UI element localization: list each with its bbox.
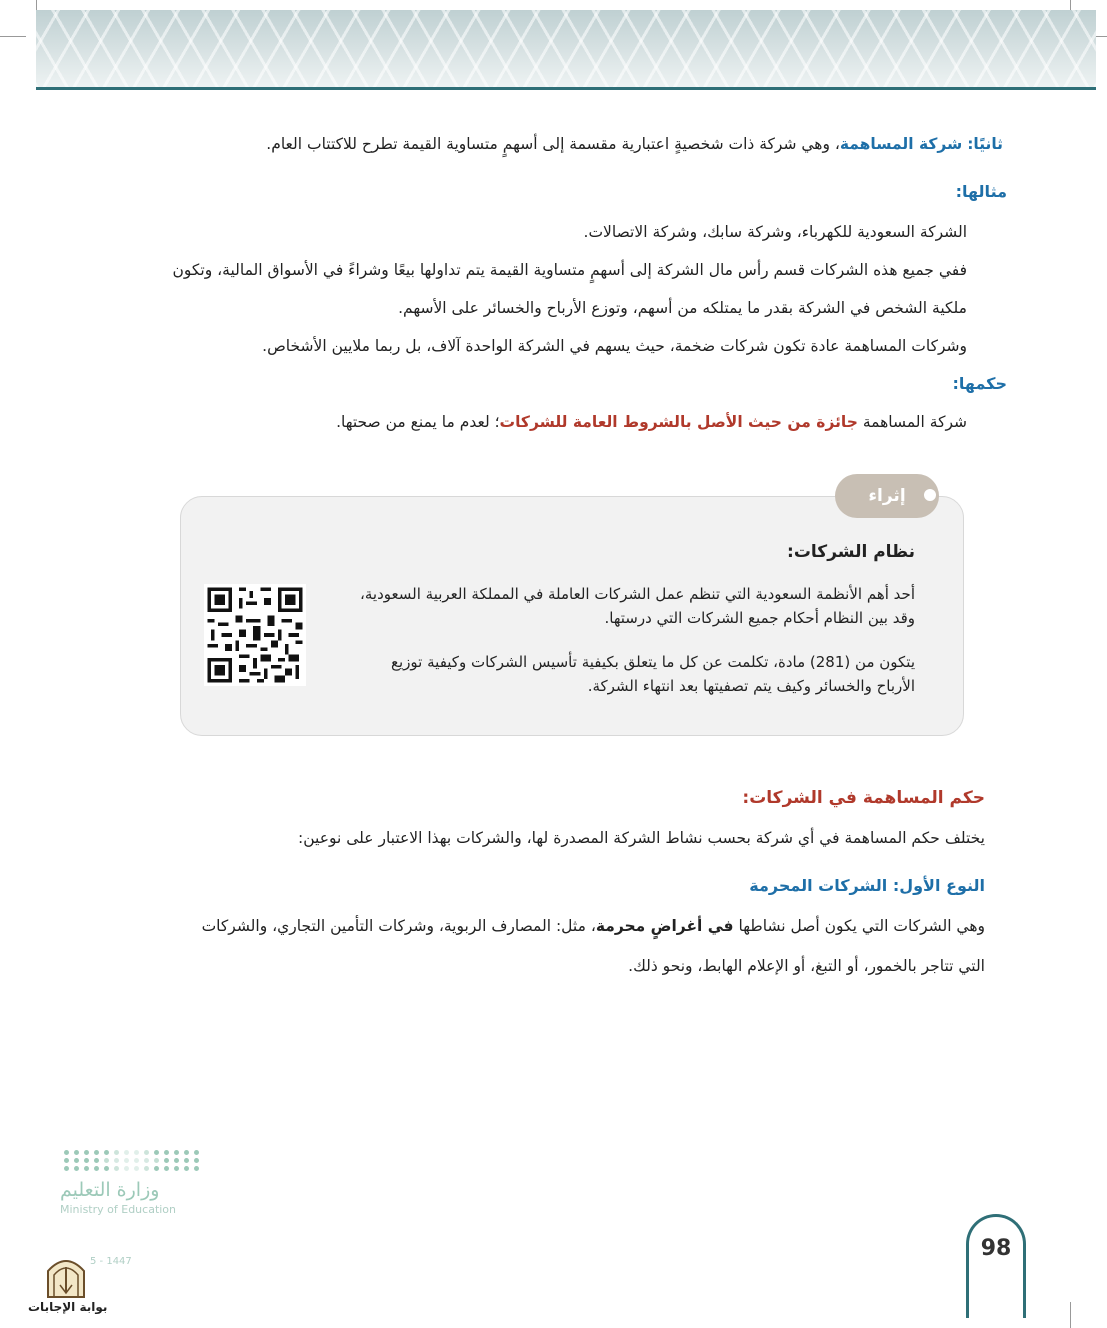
enrichment-title: نظام الشركات:	[787, 542, 915, 562]
site-name: بوابة الإجابات	[28, 1300, 108, 1314]
ministry-year: 5 - 1447	[90, 1256, 132, 1267]
type1-line	[202, 914, 985, 938]
header-banner	[36, 10, 1096, 88]
qr-code-icon[interactable]	[204, 584, 306, 686]
crop-mark	[0, 36, 26, 37]
enrichment-line: أحد أهم الأنظمة السعودية التي تنظم عمل الشركات العاملة في المملكة العربية السعودية،	[360, 585, 915, 603]
ruling-suffix: ؛ لعدم ما يمنع من صحتها.	[336, 413, 500, 431]
ruling-prefix: شركة المساهمة	[857, 413, 967, 431]
type1-suffix: ، مثل: المصارف الربوية، وشركات التأمين التجاري، والشركات	[201, 917, 596, 935]
example-line: وشركات المساهمة عادة تكون شركات ضخمة، حيث يسهم في الشركة الواحدة آلاف، بل ربما ملايين الأشخاص.	[262, 337, 967, 355]
site-logo-icon	[44, 1255, 88, 1299]
ruling-heading: حكمها:	[952, 374, 1007, 393]
type1-bold: في أغراضٍ محرمة	[595, 917, 734, 935]
ministry-logo	[60, 1150, 200, 1267]
contribution-heading: حكم المساهمة في الشركات:	[742, 788, 985, 808]
type1-line: التي تتاجر بالخمور، أو التبغ، أو الإعلام الهابط، ونحو ذلك.	[628, 957, 985, 975]
ruling-text	[336, 410, 967, 434]
enrichment-line: وقد بين النظام أحكام جميع الشركات التي درستها.	[604, 609, 915, 627]
section-term: شركة المساهمة	[839, 135, 963, 153]
example-line: ففي جميع هذه الشركات قسم رأس مال الشركة إلى أسهمٍ متساوية القيمة يتم تداولها بيعًا وشراءً في الأسواق المالية، وتكون	[172, 261, 967, 279]
tag-dot-icon	[922, 487, 938, 503]
ministry-name-ar: وزارة التعليم	[60, 1179, 160, 1201]
section-definition	[266, 132, 1003, 156]
examples-heading: مثالها:	[955, 182, 1007, 201]
ministry-name-en: Ministry of Education	[60, 1203, 177, 1216]
example-line: الشركة السعودية للكهرباء، وشركة سابك، وشركة الاتصالات.	[583, 223, 967, 241]
enrichment-line: الأرباح والخسائر وكيف يتم تصفيتها بعد انتهاء الشركة.	[587, 677, 915, 695]
type1-prefix: وهي الشركات التي يكون أصل نشاطها	[733, 917, 985, 935]
crop-mark	[1070, 1302, 1071, 1328]
page-number-tab	[966, 1214, 1026, 1318]
section-label: ثانيًا:	[967, 135, 1003, 153]
page-number: 98	[980, 1236, 1012, 1261]
ministry-dots-icon	[64, 1150, 200, 1171]
header-rule	[36, 87, 1096, 90]
section-definition-text: ، وهي شركة ذات شخصيةٍ اعتبارية مقسمة إلى أسهمٍ متساوية القيمة تطرح للاكتتاب العام.	[266, 135, 840, 153]
type1-heading: النوع الأول: الشركات المحرمة	[749, 876, 985, 895]
example-line: ملكية الشخص في الشركة بقدر ما يمتلكه من أسهم، وتوزع الأرباح والخسائر على الأسهم.	[398, 299, 967, 317]
enrichment-tag: إثراء	[835, 474, 939, 518]
contribution-intro: يختلف حكم المساهمة في أي شركة بحسب نشاط الشركة المصدرة لها، والشركات بهذا الاعتبار على نوعين:	[298, 829, 985, 847]
ruling-highlight: جائزة من حيث الأصل بالشروط العامة للشركات	[499, 413, 858, 431]
enrichment-line: يتكون من (281) مادة، تكلمت عن كل ما يتعلق بكيفية تأسيس الشركات وكيفية توزيع	[391, 653, 915, 671]
